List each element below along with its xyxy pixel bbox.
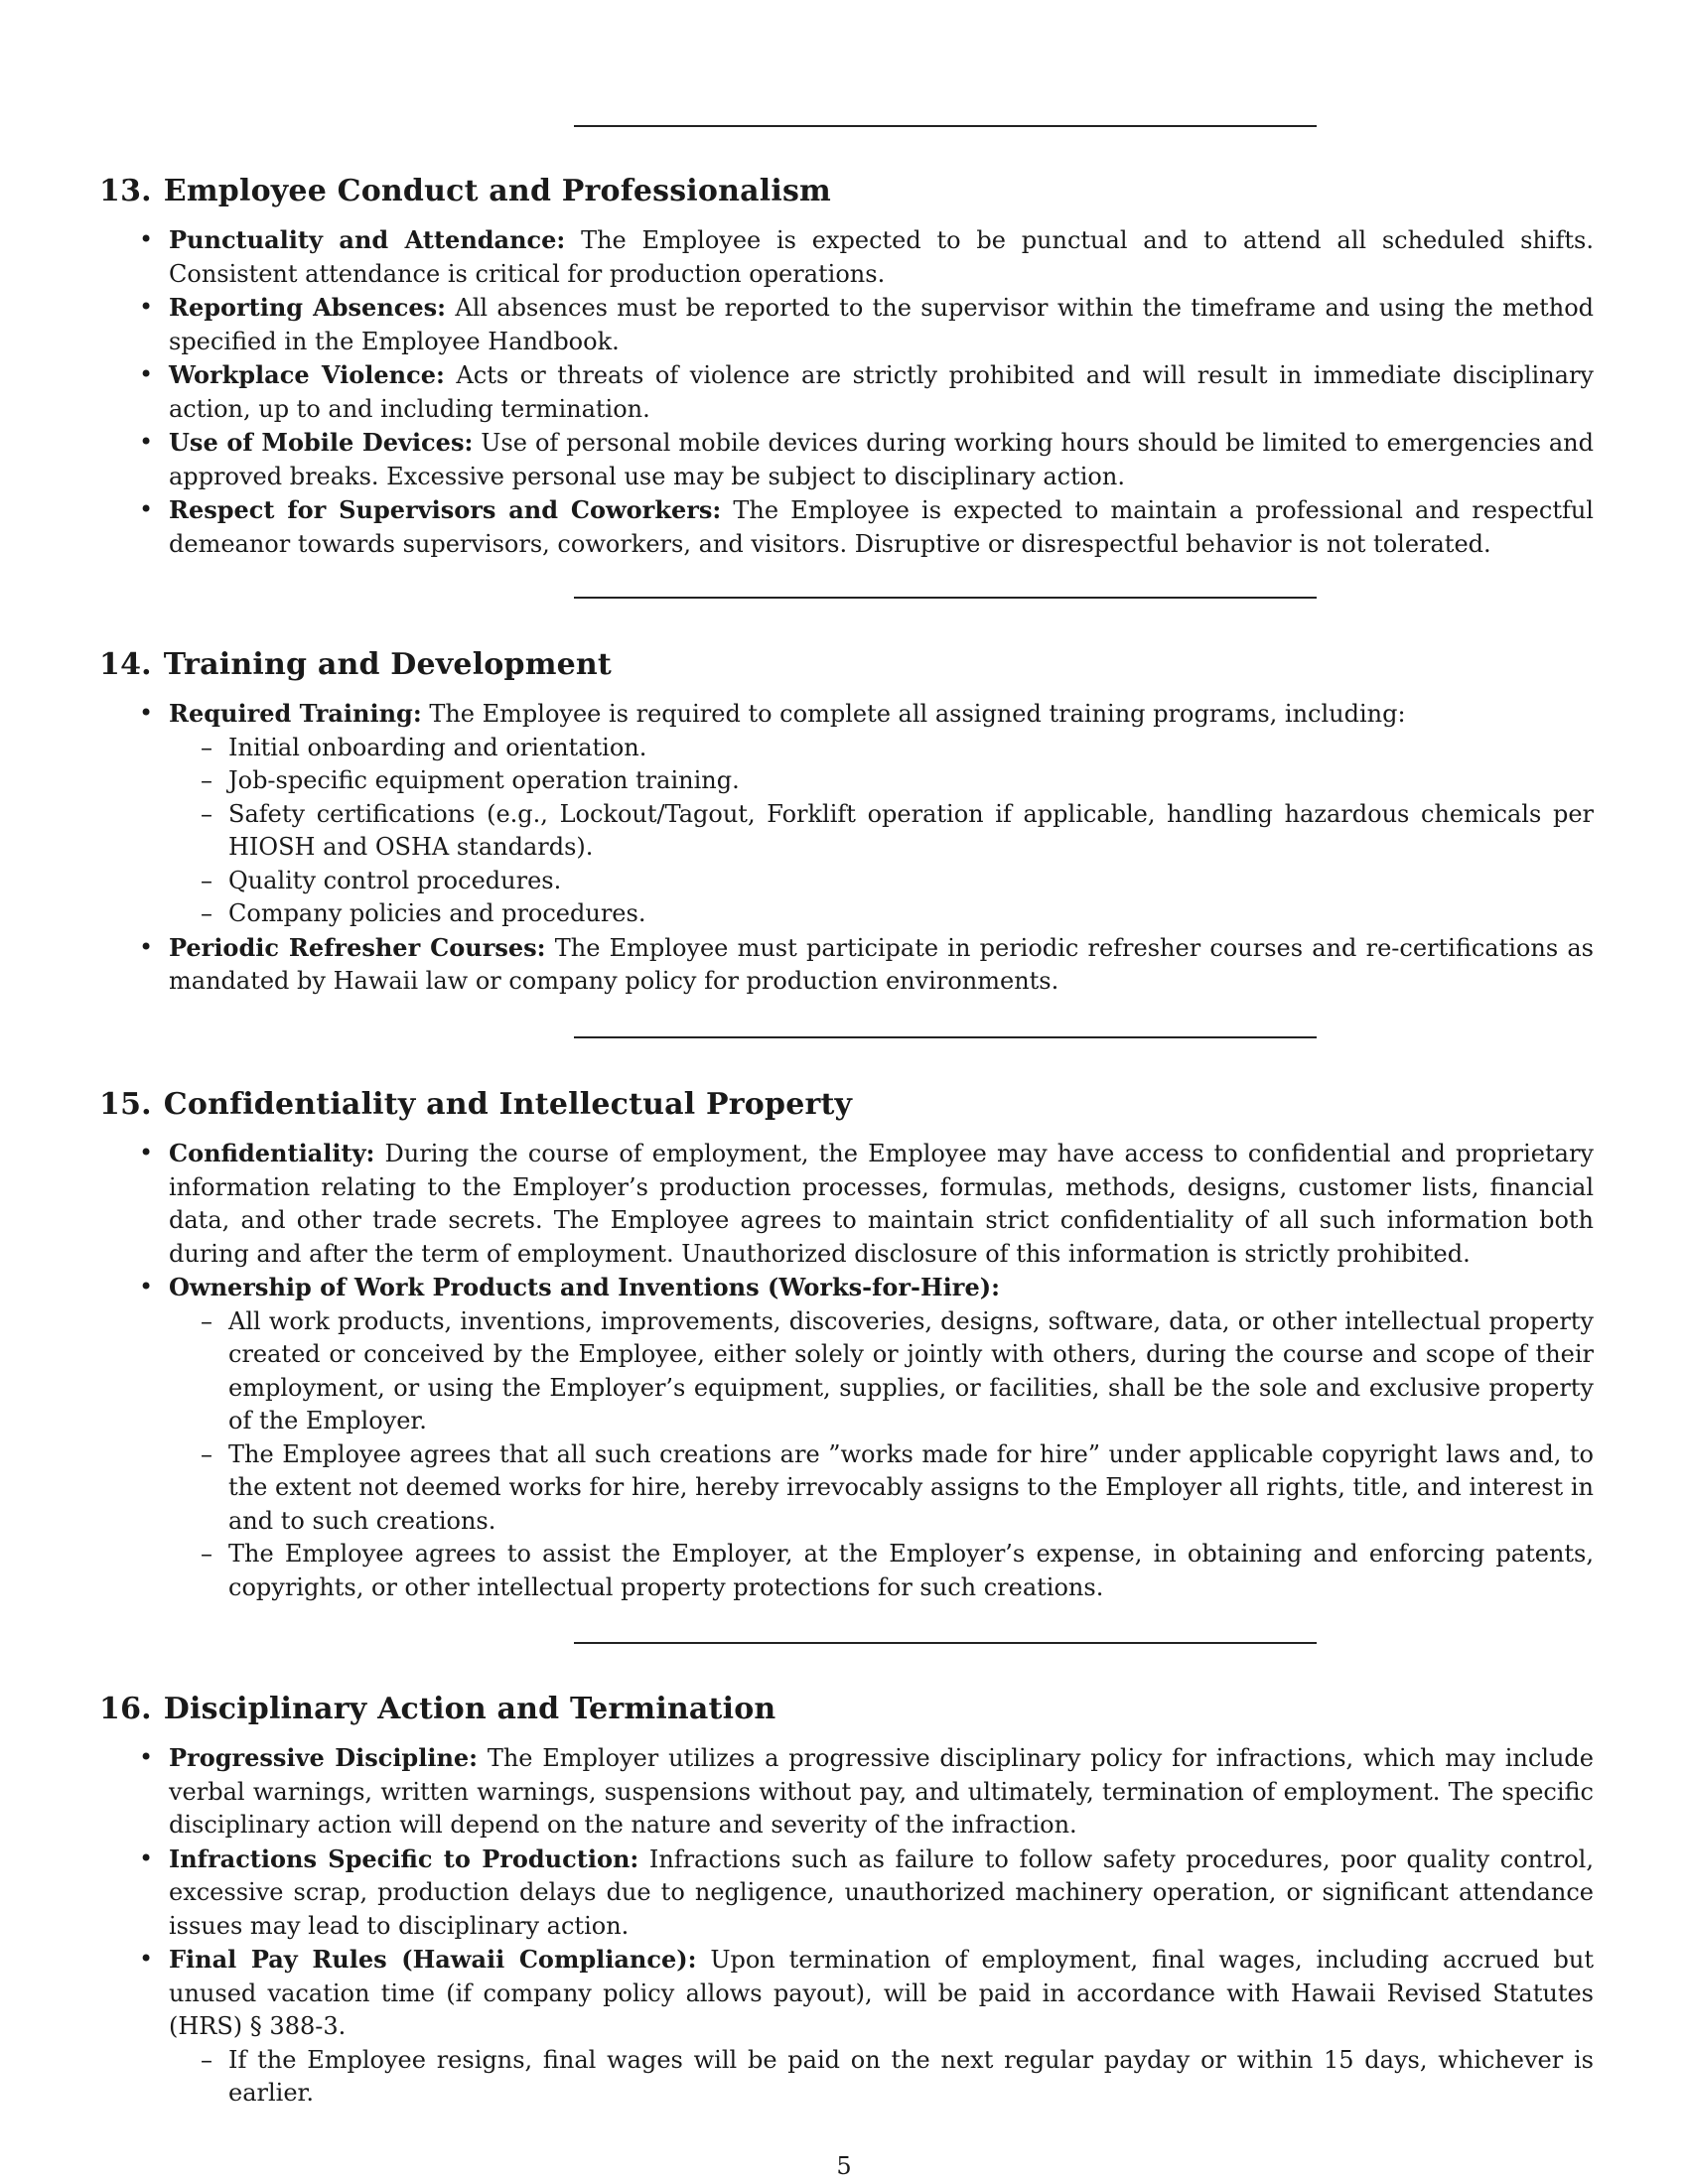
sub-list-item: – If the Employee resigns, final wages will be paid on the next regular payday or within 15 days, whichever is earlier. — [169, 2044, 1594, 2111]
item-text: The Employee is expected to be punctual and to attend all scheduled shifts. Consistent attendance is critical for production operations. — [169, 226, 1595, 288]
list-item — [99, 291, 1594, 358]
section-15 — [99, 1085, 1594, 1604]
sub-list-item: – Initial onboarding and orientation. — [169, 732, 1594, 765]
section-title: Employee Conduct and Professionalism — [163, 174, 831, 208]
item-label: Periodic Refresher Courses: — [169, 932, 546, 962]
sub-list — [169, 732, 1594, 931]
item-label: Infractions Specific to Production: — [169, 1843, 639, 1873]
item-label: Required Training: — [169, 699, 422, 728]
horizontal-rule — [574, 597, 1317, 599]
item-text: The Employer utilizes a progressive disciplinary policy for infractions, which may include verbal warnings, written warnings, suspensions without pay, and ultimately, termination of employment. The specific disciplinary action will depend on the nature and severity of the infraction. — [169, 1744, 1594, 1839]
sub-list — [169, 2044, 1594, 2111]
item-label: Workplace Violence: — [169, 360, 445, 389]
item-text: The Employee must participate in periodic refresher courses and re-certifications as mandated by Hawaii law or company policy for production environments. — [169, 933, 1594, 995]
bullet-list — [99, 697, 1594, 999]
horizontal-rule — [574, 1036, 1317, 1038]
section-16 — [99, 1690, 1594, 2111]
sub-list-item: – Job-specific equipment operation training. — [169, 764, 1594, 798]
item-label: Final Pay Rules (Hawaii Compliance): — [169, 1945, 697, 1974]
list-item — [99, 1943, 1594, 2111]
list-item — [99, 1741, 1594, 1843]
section-heading — [99, 645, 1594, 685]
sub-list — [169, 1305, 1594, 1605]
section-heading — [99, 1690, 1594, 1729]
list-item — [99, 426, 1594, 493]
section-number: 14. — [99, 647, 152, 682]
section-13 — [99, 172, 1594, 561]
list-item — [99, 1137, 1594, 1271]
list-item — [99, 223, 1594, 291]
list-item — [99, 1271, 1594, 1604]
sub-list-item: – All work products, inventions, improvements, discoveries, designs, software, data, or other intellectual property created or conceived by the Employee, either solely or jointly with others, during the course and scope of their employment, or using the Employer’s equipment, supplies, or facilities, shall be the sole and exclusive property of the Employer. — [169, 1305, 1594, 1438]
item-text: All absences must be reported to the supervisor within the timeframe and using the method specified in the Employee Handbook. — [169, 294, 1595, 355]
item-text: The Employee is expected to maintain a professional and respectful demeanor towards supervisors, coworkers, and visitors. Disruptive or disrespectful behavior is not tolerated. — [169, 496, 1594, 558]
item-label: Use of Mobile Devices: — [169, 428, 474, 457]
section-number: 13. — [99, 174, 152, 208]
section-title: Disciplinary Action and Termination — [163, 1692, 776, 1726]
sub-list-item: – The Employee agrees that all such creations are ”works made for hire” under applicable copyright laws and, to the extent not deemed works for hire, hereby irrevocably assigns to the Employer all rights, title, and interest in and to such creations. — [169, 1438, 1594, 1539]
item-label: Confidentiality: — [169, 1139, 375, 1167]
section-title: Training and Development — [163, 647, 612, 682]
list-item — [99, 493, 1594, 561]
bullet-list — [99, 1741, 1594, 2111]
section-heading — [99, 172, 1594, 211]
item-text: Use of personal mobile devices during working hours should be limited to emergencies and approved breaks. Excessive personal use may be subject to disciplinary action. — [169, 429, 1594, 490]
sub-list-item: – Safety certifications (e.g., Lockout/Tagout, Forklift operation if applicable, handling hazardous chemicals per HIOSH and OSHA standards). — [169, 798, 1594, 865]
item-text: Acts or threats of violence are strictly prohibited and will result in immediate disciplinary action, up to and including termination. — [169, 361, 1594, 423]
item-text: Upon termination of employment, final wages, including accrued but unused vacation time (if company policy allows payout), will be paid in accordance with Hawaii Revised Statutes (HRS) § 388-3. — [169, 1946, 1594, 2040]
item-label: Reporting Absences: — [169, 293, 447, 322]
list-item — [99, 931, 1594, 999]
item-label: Punctuality and Attendance: — [169, 225, 566, 254]
section-number: 15. — [99, 1087, 152, 1122]
section-14 — [99, 645, 1594, 999]
horizontal-rule — [574, 1642, 1317, 1644]
item-label: Respect for Supervisors and Coworkers: — [169, 495, 722, 524]
item-text: During the course of employment, the Employee may have access to confidential and proprietary information relating to the Employer’s production processes, formulas, methods, designs, customer lists, financial data, and other trade secrets. The Employee agrees to maintain strict confidentiality of all such information both during and after the term of employment. Unauthorized disclosure of this information is strictly prohibited. — [169, 1140, 1594, 1268]
page-number: 5 — [836, 2152, 852, 2180]
item-text: Infractions such as failure to follow safety procedures, poor quality control, excessive scrap, production delays due to negligence, unauthorized machinery operation, or significant attendance issues may lead to disciplinary action. — [169, 1844, 1594, 1940]
list-item — [99, 358, 1594, 426]
sub-list-item: – The Employee agrees to assist the Employer, at the Employer’s expense, in obtaining and enforcing patents, copyrights, or other intellectual property protections for such creations. — [169, 1538, 1594, 1604]
item-label: Ownership of Work Products and Inventions (Works-for-Hire): — [169, 1273, 1000, 1301]
item-label: Progressive Discipline: — [169, 1743, 479, 1772]
section-heading — [99, 1085, 1594, 1125]
sub-list-item: – Company policies and procedures. — [169, 897, 1594, 931]
sub-list-item: – Quality control procedures. — [169, 865, 1594, 898]
section-number: 16. — [99, 1692, 152, 1726]
bullet-list — [99, 223, 1594, 561]
item-text: The Employee is required to complete all assigned training programs, including: — [429, 700, 1406, 728]
list-item — [99, 697, 1594, 931]
horizontal-rule — [574, 125, 1317, 127]
list-item — [99, 1843, 1594, 1944]
bullet-list — [99, 1137, 1594, 1604]
section-title: Confidentiality and Intellectual Property — [163, 1087, 853, 1122]
